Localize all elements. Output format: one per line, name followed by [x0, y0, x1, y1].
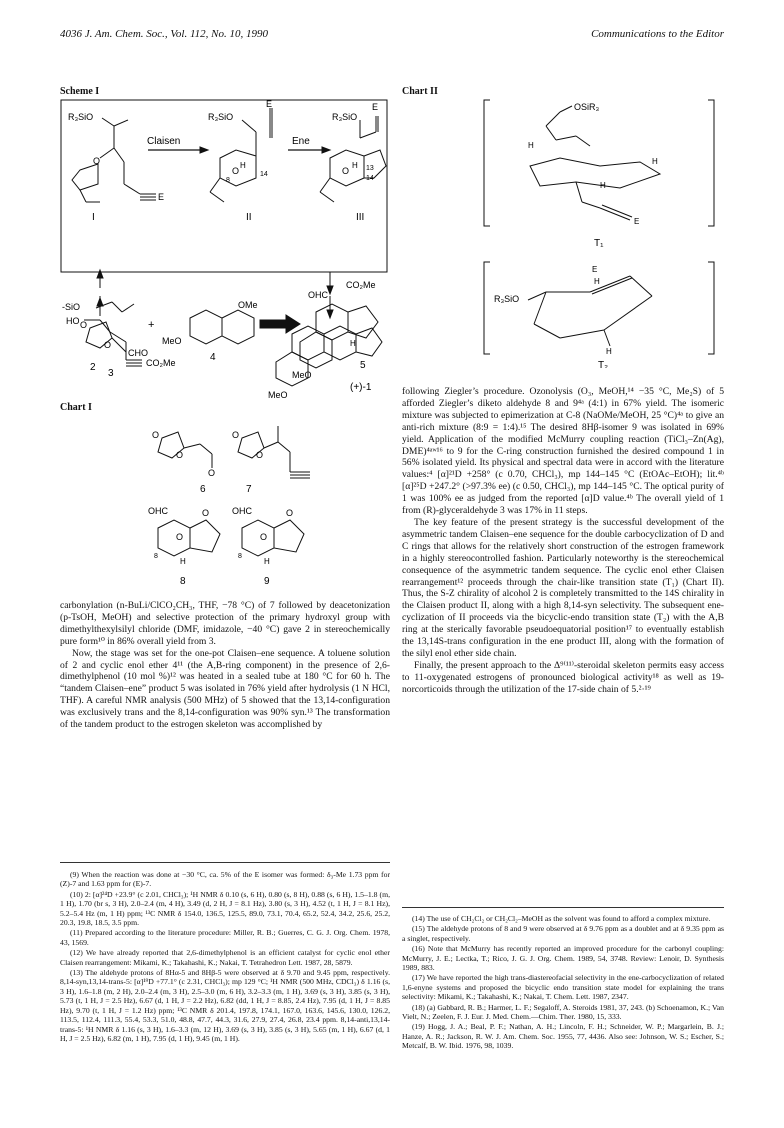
running-header-right: Communications to the Editor	[591, 28, 724, 40]
svg-text:II: II	[246, 212, 252, 223]
footnote: (17) We have reported the high trans-diastereofacial selectivity in the ene-carbocyclization of related 1,6-enyne systems and proposed the bicyclic endo transition state model for explaining the trans selectivity: Mikami, K.; Takahashi, K.; Nakai, T. Chem. Lett. 1987, 2347.	[402, 973, 724, 1002]
paragraph: following Ziegler’s procedure. Ozonolysis (O₃, MeOH,¹⁴ −35 °C, Me₂S) of 5 afforded Ziegler’s diketo aldehyde 8 and 9⁴ᵃ (4:1) in 67% yield. The isomeric mixture was subjected to epimerization at C-8 (NaOMe/MeOH, 25 °C)⁴ᵃ to give an anti-rich mixture (8:9 = 1:4).¹⁵ The desired 8Hβ-isomer 9 was isolated in 69% yield. Application of the modified McMurry coupling reaction (TiCl₃–Zn(Ag), DME)⁴ᵃʷ¹⁶ to 9 for the C-ring construction furnished the desired compound 1 in 56% isolated yield. Its physical and spectral data were in accord with the literature values:⁴ [α]²¹D +258° (c 0.70, CHCl₃), mp 144–145 °C (EtOAc–EtOH); lit.⁴ᵇ [α]²⁵D +247.2° (>97.3% ee) (c 0.50, CHCl₃), mp 144–145 °C. The optical purity of 1 was 100% ee as judged from the reported [α]D value.⁴ᵇ The overall yield of 1 from (R)-glyceraldehyde 3 was 17% in 11 steps.	[402, 386, 724, 517]
svg-text:H: H	[350, 339, 356, 348]
chart-2-diagram	[480, 96, 730, 368]
footnote: (15) The aldehyde protons of 8 and 9 were observed at δ 9.76 ppm as a doublet and at δ 9.35 ppm as a singlet, respectively.	[402, 924, 724, 943]
svg-text:O: O	[104, 340, 112, 350]
svg-text:R₃SiO: R₃SiO	[494, 294, 520, 304]
right-footnotes	[402, 914, 724, 1052]
svg-text:8: 8	[154, 553, 158, 560]
structure-III	[320, 102, 386, 223]
paragraph: Now, the stage was set for the one-pot Claisen–ene sequence. A toluene solution of 2 and cyclic enol ether 4¹¹ (the A,B-ring component) in the presence of 2,6-dimethylphenol (10 mol %)¹² was heated in a sealed tube at 180 °C for 60 h. The “tandem Claisen–ene” product 5 was isolated in 76% yield after hydrolysis (1 N HCl, THF). A careful NMR analysis (500 MHz) of 5 showed that the 13,14-configuration was exclusively trans and the 8,14-configuration was 90% syn.¹³ The transformation of the tandem product to the estrogen skeleton was accomplished by	[60, 647, 390, 731]
scheme-1-lower-diagram	[60, 292, 390, 400]
footnote-rule-right	[402, 907, 724, 908]
svg-text:13: 13	[366, 165, 374, 172]
svg-text:MeO: MeO	[162, 336, 182, 346]
svg-text:R₃SiO: R₃SiO	[208, 112, 234, 122]
svg-text:HO: HO	[66, 316, 80, 326]
svg-text:O: O	[208, 468, 216, 478]
footnote: (14) The use of CH₂Cl₂ or CH₂Cl₂–MeOH as the solvent was found to afford a complex mixture.	[412, 914, 711, 923]
svg-text:OHC: OHC	[148, 506, 168, 516]
svg-text:O: O	[176, 532, 184, 542]
svg-text:H: H	[180, 557, 186, 566]
footnote: (16) Note that McMurry has recently reported an improved procedure for the carbonyl coupling: McMurry, J. E.; Lectka, T.; Rico, J. G. J. Org. Chem. 1989, 54, 3748. Review: Lenoir, D. Synthesis 1989, 883.	[402, 944, 724, 973]
svg-text:2: 2	[90, 362, 96, 373]
svg-text:O: O	[93, 156, 101, 166]
svg-text:O: O	[202, 508, 210, 518]
svg-text:O: O	[286, 508, 294, 518]
svg-text:CO₂Me: CO₂Me	[146, 358, 176, 368]
footnote: (18) (a) Gabbard, R. B.; Harmer, L. F.; Segaloff, A. Steroids 1981, 37, 243. (b) Schoenamon, K.; Van Vielt, N.; Zeelen, F. J. Eur. J. Med. Chem.—Chim. Ther. 1980, 15, 333.	[402, 1002, 724, 1022]
svg-text:4: 4	[210, 352, 216, 363]
structure-9	[232, 506, 304, 587]
svg-text:O: O	[152, 430, 160, 440]
svg-text:14: 14	[366, 175, 374, 182]
svg-text:6: 6	[200, 484, 206, 495]
svg-text:T₂: T₂	[598, 360, 608, 368]
svg-text:CHO: CHO	[128, 348, 148, 358]
svg-text:Ene: Ene	[292, 136, 310, 147]
chart-1-title: Chart I	[60, 402, 92, 413]
svg-text:O: O	[260, 532, 268, 542]
svg-text:E: E	[592, 265, 598, 274]
svg-text:OHC: OHC	[308, 290, 328, 300]
svg-text:O: O	[232, 166, 240, 176]
left-column-body	[60, 600, 390, 731]
svg-text:CO₂Me: CO₂Me	[346, 280, 376, 290]
footnote: (11) Prepared according to the literature procedure: Miller, R. B.; Guerres, C. G. J. Org. Chem. 1978, 43, 1569.	[60, 928, 390, 947]
svg-text:E: E	[372, 102, 379, 112]
svg-text:O: O	[342, 166, 350, 176]
scheme-1-title: Scheme I	[60, 86, 100, 97]
structure-3	[80, 320, 148, 379]
structure-6	[152, 430, 215, 495]
svg-text:8: 8	[238, 553, 242, 560]
left-footnotes	[60, 870, 390, 1044]
footnote-rule-left	[60, 862, 390, 863]
chart-1-diagram	[140, 414, 380, 594]
footnote: (10) 2: [α]²⁴D +23.9° (c 2.01, CHCl₃); ¹H NMR δ 0.10 (s, 6 H), 0.80 (s, 8 H), 0.88 (s, 6 H), 1.5–1.8 (m, 1 H), 1.70 (br s, 3 H), 2.0–2.4 (m, 4 H), 3.49 (d, 2 H, J = 8.1 Hz), 3.80 (s, 3 H), 4.52 (t, 1 H, J = 8.1 Hz), 5.2–5.4 Hz (m, 1 H) ppm; ¹³C NMR δ 154.0, 136.5, 125.5, 89.0, 73.1, 70.4, 65.2, 52.4, 34.2, 25.6, 25.2, 20.3, 19.8, 18.5, 3.5 ppm.	[60, 889, 390, 928]
scheme-1-box	[61, 100, 387, 272]
footnote: (13) The aldehyde protons of 8Hα-5 and 8Hβ-5 were observed at δ 9.70 and 9.45 ppm, respectively. 8,14-syn,13,14-trans-5: [α]¹⁹D +77.1° (c 2.31, CHCl₃); mp 129 °C; ¹H NMR (500 MHz, CDCl₃) δ 1.16 (s, 3 H), 1.6–1.8 (m, 2 H), 2.0–2.4 (m, 3 H), 2.5–3.0 (m, 6 H), 3.2–3.3 (m, 1 H), 3.69 (s, 3 H), 3.85 (s, 3 H), 5.73 (t, 1 H, J = 2.5 Hz), 6.67 (d, 1 H, J = 2.2 Hz), 6.82 (dd, 1 H, J = 8.85, 2.4 Hz), 7.95 (d, 1 H, J = 8.85 Hz), 9.70 (t, 1 H, J = 1.2 Hz) ppm; ¹³C NMR δ 201.4, 197.8, 174.1, 167.0, 163.6, 145.6, 130.0, 126.2, 113.5, 112.4, 111.3, 55.4, 53.3, 51.0, 48.8, 47.7, 44.3, 31.6, 27.9, 27.4, 26.8, 23.4 ppm. 8,14-anti,13,14-trans-5: ¹H NMR δ 1.16 (s, 3 H), 1.6–3.3 (m, 12 H), 3.69 (s, 3 H), 3.85 (s, 3 H), 5.65 (m, 1 H), 6.67 (d, 1 H, J = 2.5 Hz), 6.82 (m, 1 H), 7.95 (d, 1 H), 9.45 (m, 1 H).	[60, 968, 390, 1043]
svg-text:H: H	[352, 161, 358, 170]
footnote: (12) We have already reported that 2,6-dimethylphenol is an efficient catalyst for cyclic enol ether Claisen rearrangement: Mikami, K.; Takahashi, K.; Nakai, T. Tetrahedron Lett. 1987, 28, 5879.	[60, 948, 390, 967]
svg-text:O: O	[176, 450, 184, 460]
svg-text:H: H	[240, 161, 246, 170]
svg-text:OMe: OMe	[238, 300, 258, 310]
svg-text:8: 8	[226, 177, 230, 184]
svg-text:3: 3	[108, 368, 114, 379]
svg-text:O: O	[256, 450, 264, 460]
svg-text:OHC: OHC	[232, 506, 252, 516]
running-header-left: 4036 J. Am. Chem. Soc., Vol. 112, No. 10, 1990	[60, 28, 268, 40]
transition-state-T1	[528, 102, 660, 226]
footnote: (9) When the reaction was done at −30 °C, ca. 5% of the E isomer was formed: δ₃‑Me 1.73 ppm for (Z)-7 and 1.63 ppm for (E)-7.	[60, 870, 390, 889]
footnote: (19) Hogg, J. A.; Beal, P. F.; Nathan, A. H.; Lincoln, F. H.; Schneider, W. P.; Margarlein, B. J.; Hanze, A. R.; Jackson, R. W. J. Am. Chem. Soc. 1955, 77, 4436. Also see: Johnson, W. S.; Escher, S.; Metcalf, B. W. Ibid. 1976, 98, 1039.	[402, 1022, 724, 1051]
svg-text:H: H	[606, 347, 612, 356]
svg-text:I: I	[92, 212, 95, 223]
svg-text:8: 8	[180, 576, 186, 587]
svg-text:H: H	[652, 157, 658, 166]
structure-I	[68, 112, 164, 223]
svg-text:Claisen: Claisen	[147, 136, 181, 147]
paragraph: The key feature of the present strategy is the successful development of the asymmetric tandem Claisen–ene sequence for the double carbocyclization of D and C rings that allows for the relatively short construction of the estrogen framework in a highly stereocontrolled fashion. Particularly noteworthy is the stereochemical consequence of the asymmetric tandem sequence. The cyclic enol ether Claisen rearrangement¹² proceeds through the chair-like transition state (T₁) (Chart II). Thus, the S-Z chirality of alcohol 2 is completely transmitted to the 14S chirality in the Claisen product II, along with a high 8,14-syn selectivity. The subsequent ene-cyclization of II proceeds via the bicyclic-endo transition state (T₂) with the A,B ring at the sterically favorable pseudoequatorial position¹⁷ to eventually establish the 13,14S-trans configuration in the ene product III, along with the formation of the silyl enol ether side chain.	[402, 516, 724, 659]
svg-text:H: H	[594, 277, 600, 286]
svg-text:+: +	[148, 319, 155, 331]
right-column-body	[402, 386, 724, 696]
svg-text:E: E	[634, 217, 640, 226]
paragraph: carbonylation (n-BuLi/ClCO₂CH₃, THF, −78 °C) of 7 followed by deacetonization (p-TsOH, MeOH) and selective protection of the primary hydroxyl group with dimethylthexylsilyl chloride (DMF, imidazole, −40 °C) gave 2 in stereochemically pure form¹⁰ in 86% overall yield from 3.	[60, 600, 390, 647]
svg-text:O: O	[80, 320, 88, 330]
svg-text:5: 5	[360, 360, 366, 371]
svg-text:E: E	[266, 99, 273, 109]
svg-text:H: H	[600, 181, 606, 190]
structure-II	[208, 99, 272, 223]
structure-1	[268, 326, 382, 400]
paragraph: Finally, the present approach to the Δ⁹⁽¹¹⁾-steroidal skeleton permits easy access to 11-oxygenated estrogens of pronounced biological activity¹⁸ as well as 19-norcorticoids through the utilization of the 17-side chain of 5.²·¹⁹	[402, 659, 724, 695]
svg-text:7: 7	[246, 484, 252, 495]
structure-7	[232, 426, 310, 495]
svg-text:R₃SiO: R₃SiO	[68, 112, 94, 122]
svg-text:T₁: T₁	[594, 238, 604, 249]
svg-text:H: H	[264, 557, 270, 566]
transition-state-T2	[494, 265, 652, 356]
svg-text:R₃SiO: R₃SiO	[332, 112, 358, 122]
svg-text:III: III	[356, 212, 365, 223]
svg-text:14: 14	[260, 171, 268, 178]
svg-text:(+)-1: (+)-1	[350, 382, 372, 393]
svg-text:MeO: MeO	[268, 390, 288, 400]
svg-text:OSiR₃: OSiR₃	[574, 102, 600, 112]
svg-text:MeO: MeO	[292, 370, 312, 380]
structure-8	[148, 506, 220, 587]
svg-text:‑SiO: ‑SiO	[62, 302, 80, 312]
svg-text:H: H	[528, 141, 534, 150]
chart-2-title: Chart II	[402, 86, 438, 97]
svg-text:O: O	[232, 430, 240, 440]
svg-text:9: 9	[264, 576, 270, 587]
svg-text:E: E	[158, 192, 165, 202]
